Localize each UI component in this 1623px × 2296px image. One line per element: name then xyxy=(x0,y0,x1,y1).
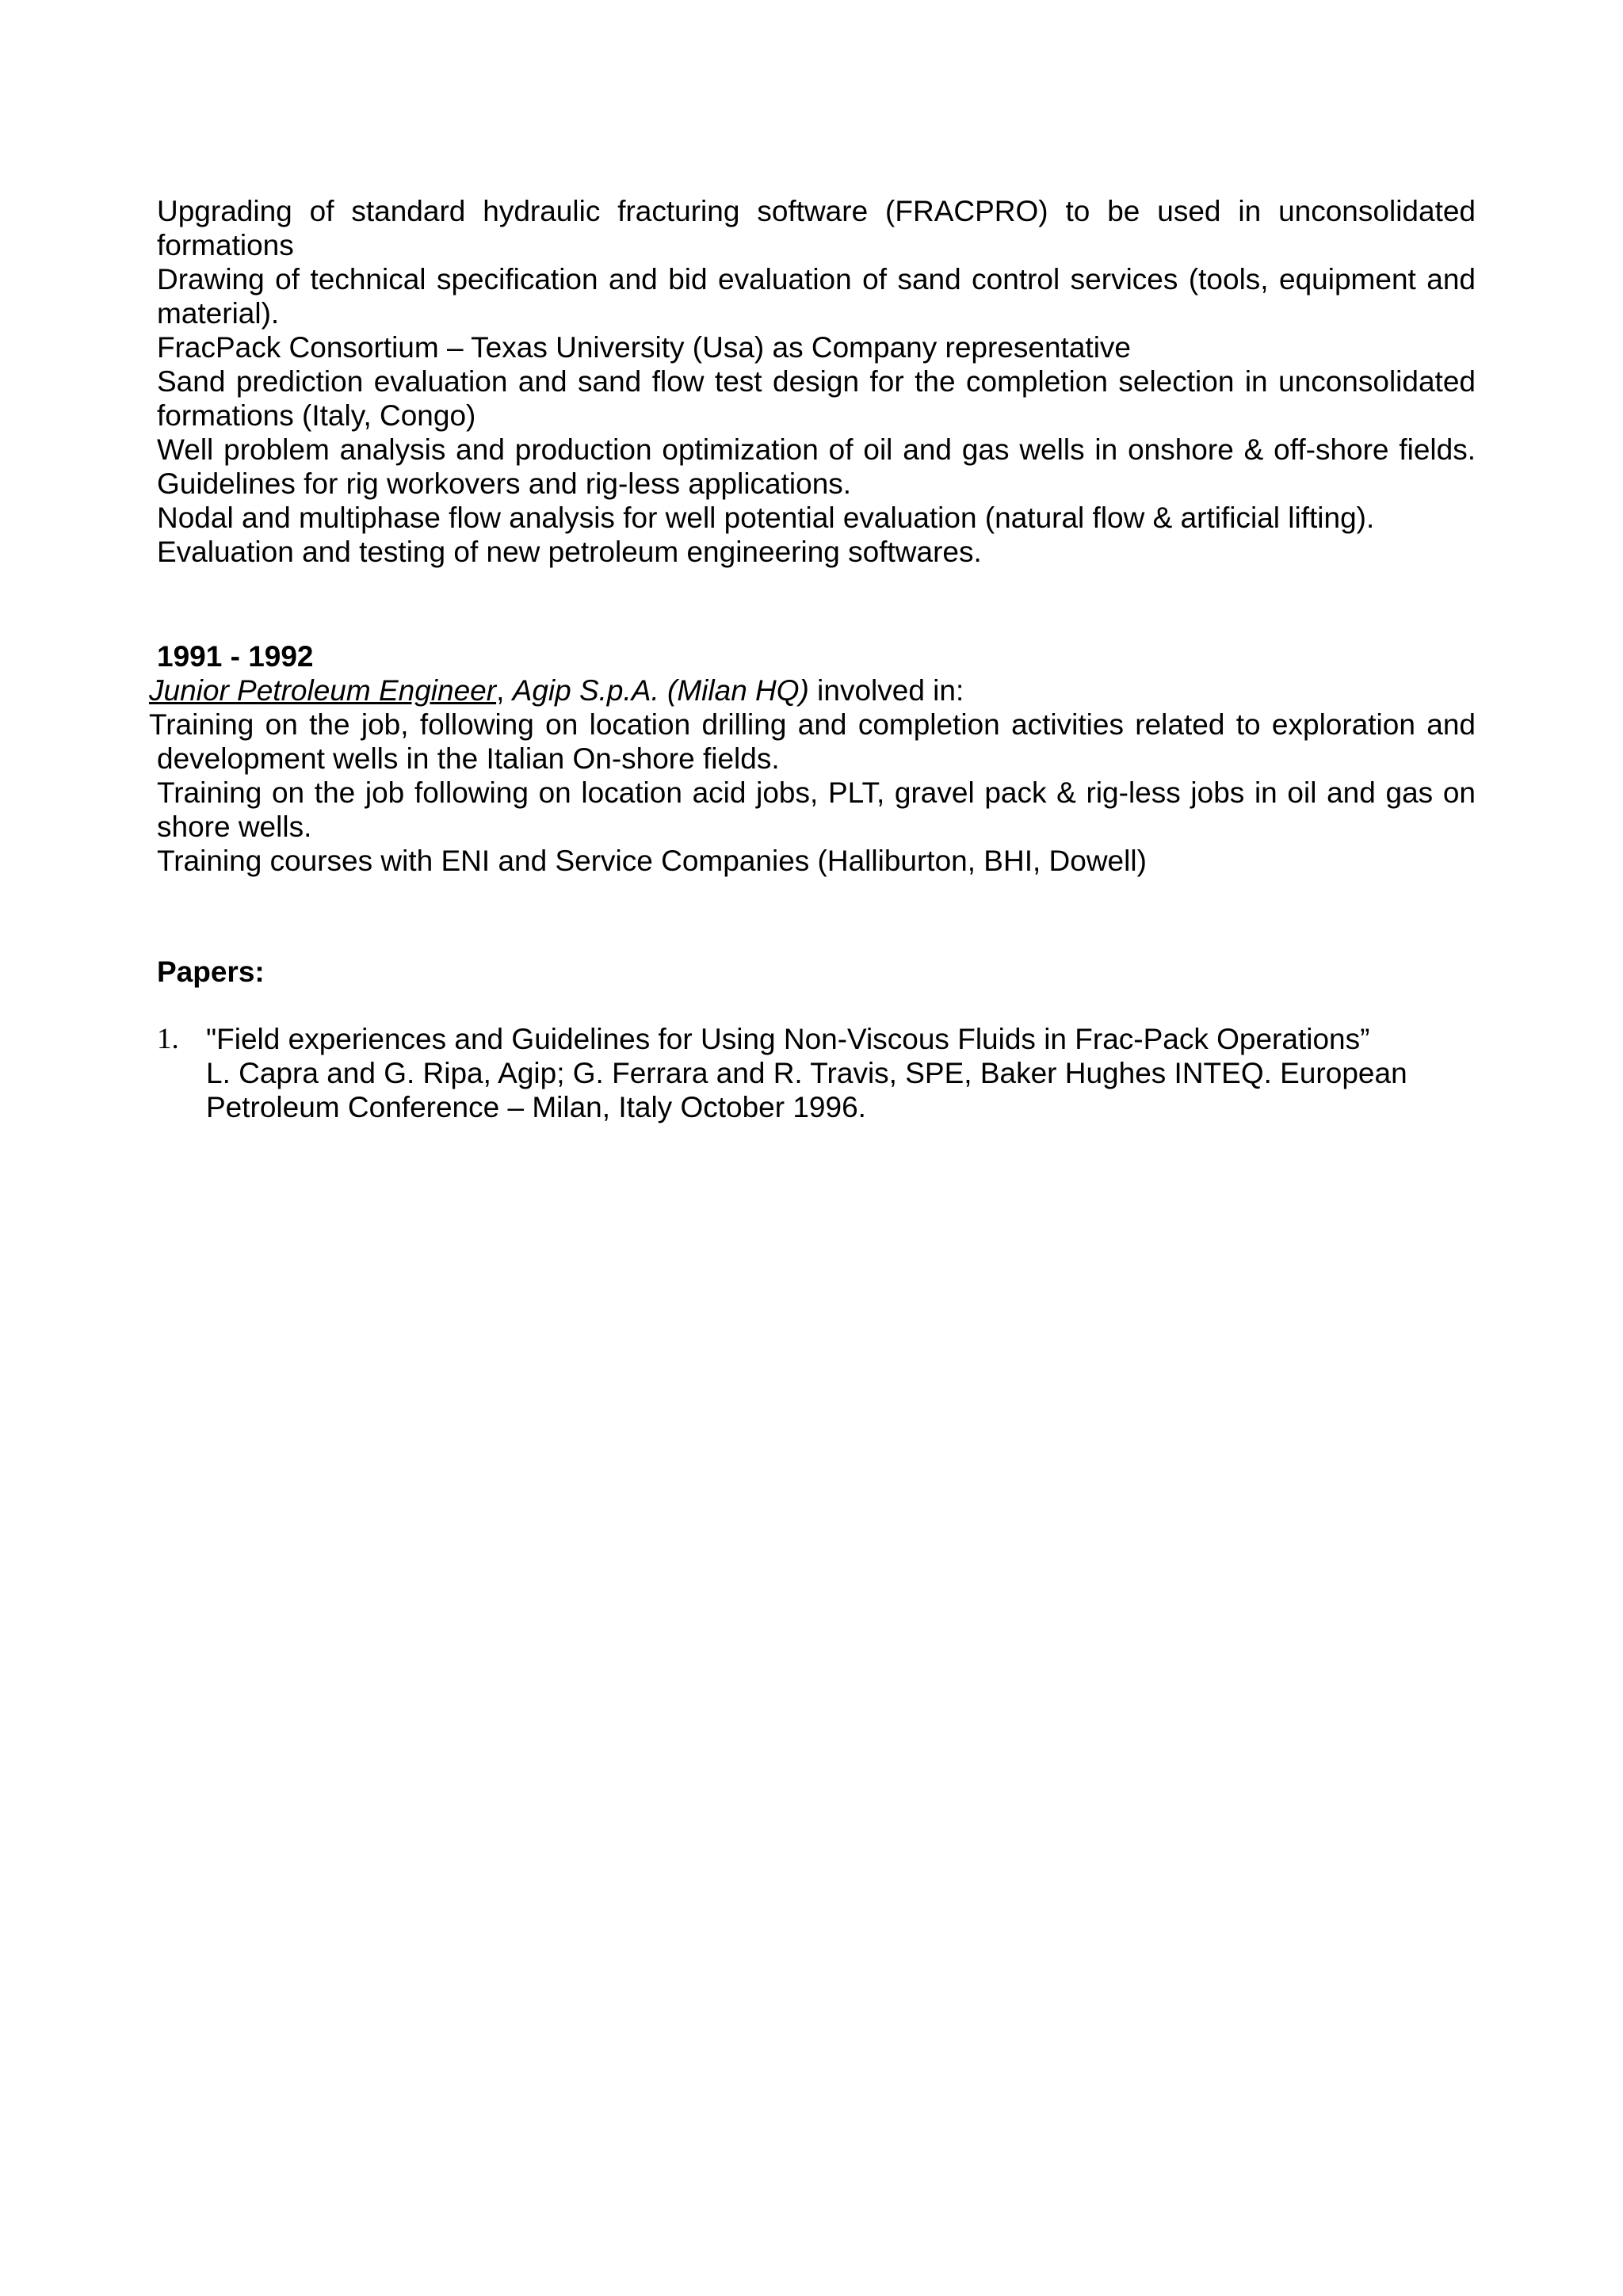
activity-item: Drawing of technical specification and bid evaluation of sand control services (tools, equipment and material). xyxy=(157,263,1476,330)
job-involved: involved in: xyxy=(808,674,964,707)
paper-text xyxy=(206,1022,1474,1124)
training-item: Training courses with ENI and Service Companies (Halliburton, BHI, Dowell) xyxy=(157,845,1147,877)
activity-item: Sand prediction evaluation and sand flow test design for the completion selection in unconsolidated formations (Italy, Congo) xyxy=(157,365,1476,432)
papers-section xyxy=(157,955,1476,989)
activity-item: FracPack Consortium – Texas University (Usa) as Company representative xyxy=(157,331,1131,364)
paper-citation: L. Capra and G. Ripa, Agip; G. Ferrara and R. Travis, SPE, Baker Hughes INTEQ. European Petroleum Conference – Milan, Italy October 1996. xyxy=(206,1057,1407,1123)
training-item: Training on the job following on location acid jobs, PLT, gravel pack & rig-less jobs in oil and gas on shore wells. xyxy=(157,776,1476,843)
papers-heading: Papers: xyxy=(157,955,265,988)
training-item: Training on the job, following on location drilling and completion activities related to exploration and development wells in the Italian On-shore fields. xyxy=(149,708,1476,775)
job-role: Junior Petroleum Engineer xyxy=(149,674,497,707)
activity-item: Nodal and multiphase flow analysis for well potential evaluation (natural flow & artificial lifting). xyxy=(157,502,1375,534)
experience-1991-section xyxy=(149,639,1476,878)
experience-years: 1991 - 1992 xyxy=(157,640,314,673)
activity-item: Upgrading of standard hydraulic fracturing software (FRACPRO) to be used in unconsolidated formations xyxy=(157,195,1476,261)
activities-list xyxy=(157,194,1476,569)
paper-number: 1. xyxy=(157,1023,179,1055)
paper-title: "Field experiences and Guidelines for Using Non-Viscous Fluids in Frac-Pack Operations” xyxy=(206,1023,1370,1055)
activity-item: Well problem analysis and production optimization of oil and gas wells in onshore & off-shore fields. Guidelines for rig workovers and rig-less applications. xyxy=(157,433,1476,500)
job-comma: , xyxy=(496,674,505,707)
activity-item: Evaluation and testing of new petroleum engineering softwares. xyxy=(157,536,982,568)
job-company: Agip S.p.A. (Milan HQ) xyxy=(512,674,809,707)
paper-item xyxy=(157,1022,1476,1124)
job-title-line xyxy=(149,673,1476,707)
